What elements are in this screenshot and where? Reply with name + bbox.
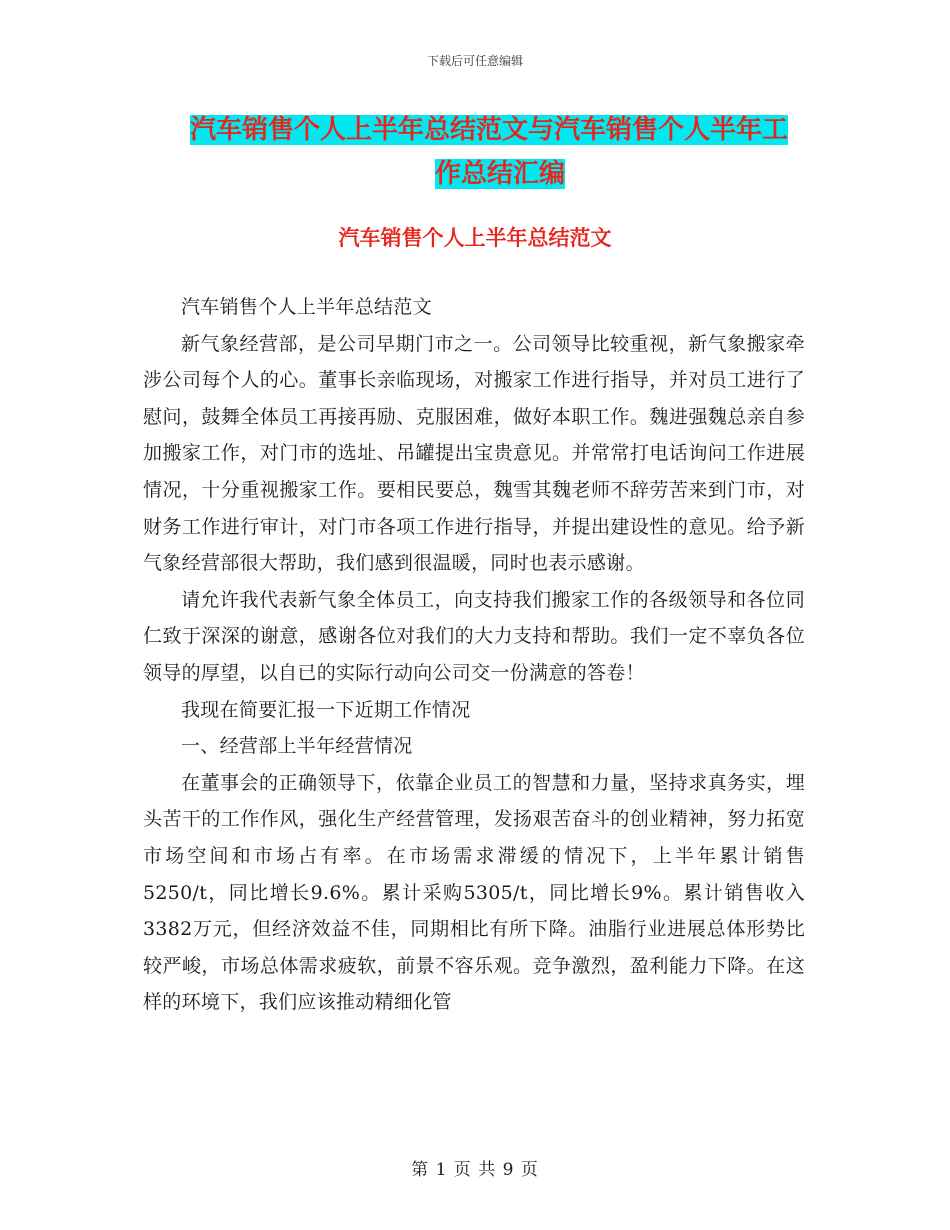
document-title-line-1: 汽车销售个人上半年总结范文与汽车销售个人半年工 (190, 115, 789, 145)
document-body (143, 289, 805, 1021)
document-title-line-2: 作总结汇编 (434, 159, 565, 189)
paragraph: 在董事会的正确领导下，依靠企业员工的智慧和力量，坚持求真务实，埋头苦干的工作作风，强化生产经营管理，发扬艰苦奋斗的创业精神，努力拓宽市场空间和市场占有率。在市场需求滞缓的情况下，上半年累计销售5250/t，同比增长9.6%。累计采购5305/t，同比增长9%。累计销售收入3382万元，但经济效益不佳，同期相比有所下降。油脂行业进展总体形势比较严峻，市场总体需求疲软，前景不容乐观。竞争激烈，盈利能力下降。在这样的环境下，我们应该推动精细化管 (143, 771, 805, 1014)
page-number-footer: 第 1 页 共 9 页 (411, 1160, 539, 1180)
paragraph: 一、经营部上半年经营情况 (181, 735, 413, 758)
paragraph: 请允许我代表新气象全体员工，向支持我们搬家工作的各级领导和各位同仁致于深深的谢意，感谢各位对我们的大力支持和帮助。我们一定不辜负各位领导的厚望，以自已的实际行动向公司交一份满意的答卷！ (143, 588, 805, 684)
page-header-note: 下载后可任意编辑 (426, 54, 523, 68)
section-title: 汽车销售个人上半年总结范文 (338, 226, 612, 250)
paragraph: 新气象经营部，是公司早期门市之一。公司领导比较重视，新气象搬家牵涉公司每个人的心。董事长亲临现场，对搬家工作进行指导，并对员工进行了慰问，鼓舞全体员工再接再励、克服困难，做好本职工作。魏进强魏总亲自参加搬家工作，对门市的选址、吊罐提出宝贵意见。并常常打电话询问工作进展情况，十分重视搬家工作。要相民要总，魏雪其魏老师不辞劳苦来到门市，对财务工作进行审计，对门市各项工作进行指导，并提出建设性的意见。给予新气象经营部很大帮助，我们感到很温暖，同时也表示感谢。 (143, 332, 805, 575)
paragraph: 汽车销售个人上半年总结范文 (181, 296, 432, 318)
paragraph: 我现在简要汇报一下近期工作情况 (181, 698, 471, 721)
document-title (190, 108, 810, 196)
